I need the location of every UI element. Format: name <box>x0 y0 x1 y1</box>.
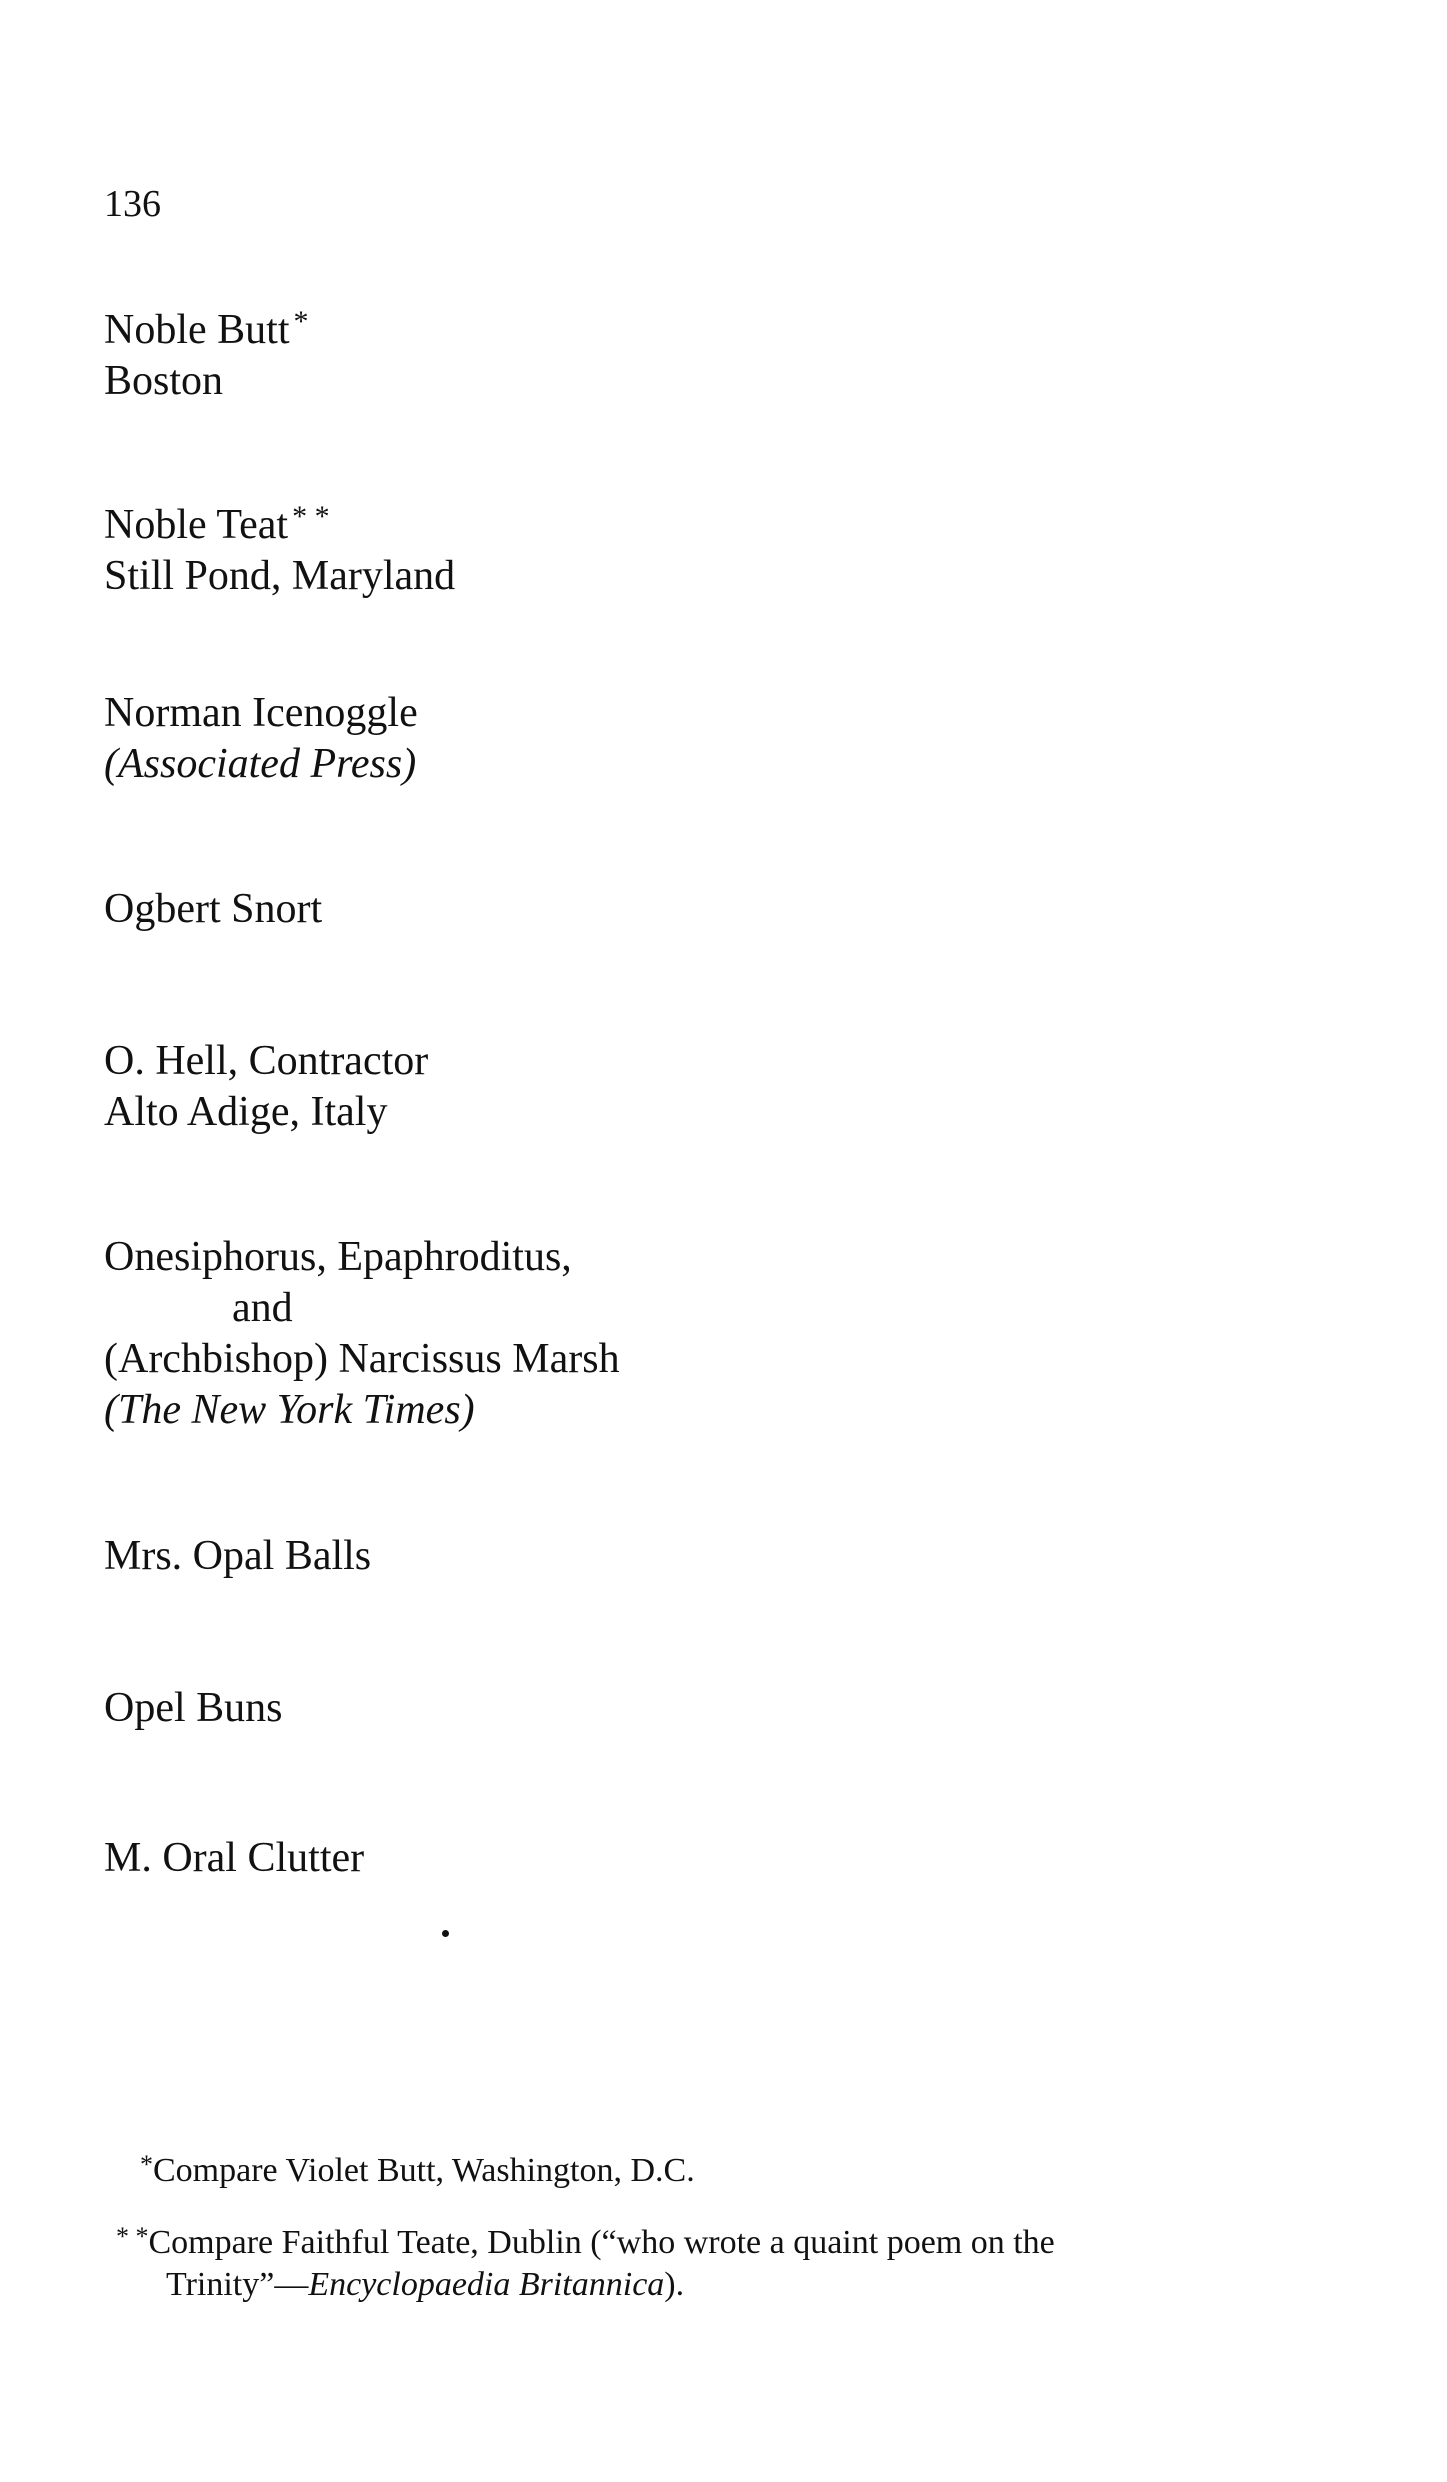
entry-conjunction: and <box>232 1285 293 1331</box>
footnote <box>140 2144 695 2192</box>
footnote-text: Compare Faithful Teate, Dublin (“who wrote a quaint poem on the <box>148 2224 1055 2261</box>
footnote <box>116 2216 1376 2306</box>
entry-location: Boston <box>104 358 224 404</box>
footnote-marker: * * <box>292 500 330 533</box>
entry <box>104 1683 1344 1734</box>
entry-location: Still Pond, Maryland <box>104 553 456 599</box>
footnote-text: ). <box>664 2266 685 2303</box>
entry <box>104 884 1344 935</box>
footnote-marker: * * <box>116 2222 149 2251</box>
entry-name: Norman Icenoggle <box>104 690 418 736</box>
entry-name: O. Hell, Contractor <box>104 1038 429 1084</box>
entry <box>104 296 1344 407</box>
page-number: 136 <box>104 183 161 225</box>
entry-name: Mrs. Opal Balls <box>104 1533 372 1579</box>
entry-name: Noble Teat * * <box>104 500 330 548</box>
entry-name: M. Oral Clutter <box>104 1835 365 1881</box>
entry-name: Noble Butt * <box>104 305 309 353</box>
entry <box>104 1036 1344 1138</box>
footnote-text: Compare Violet Butt, Washington, D.C. <box>153 2152 695 2189</box>
entry-name: Onesiphorus, Epaphroditus, <box>104 1234 572 1280</box>
footnote-citation: Encyclopaedia Britannica <box>308 2266 665 2303</box>
entry-location: Alto Adige, Italy <box>104 1089 388 1135</box>
footnote-text: Trinity”— <box>166 2266 309 2303</box>
entry-name: Ogbert Snort <box>104 886 323 932</box>
entry-name: Opel Buns <box>104 1685 283 1731</box>
footnote-marker: * <box>140 2150 153 2179</box>
entry <box>104 1833 1344 1884</box>
entry-name-second: (Archbishop) Narcissus Marsh <box>104 1336 620 1382</box>
entry-source: (Associated Press) <box>104 741 417 787</box>
entry <box>104 1531 1344 1582</box>
entry <box>104 688 1344 790</box>
stray-dot <box>442 1930 449 1937</box>
entry <box>104 1232 1344 1436</box>
entry <box>104 491 1344 602</box>
entry-source: (The New York Times) <box>104 1387 475 1433</box>
footnote-marker: * <box>293 305 309 338</box>
